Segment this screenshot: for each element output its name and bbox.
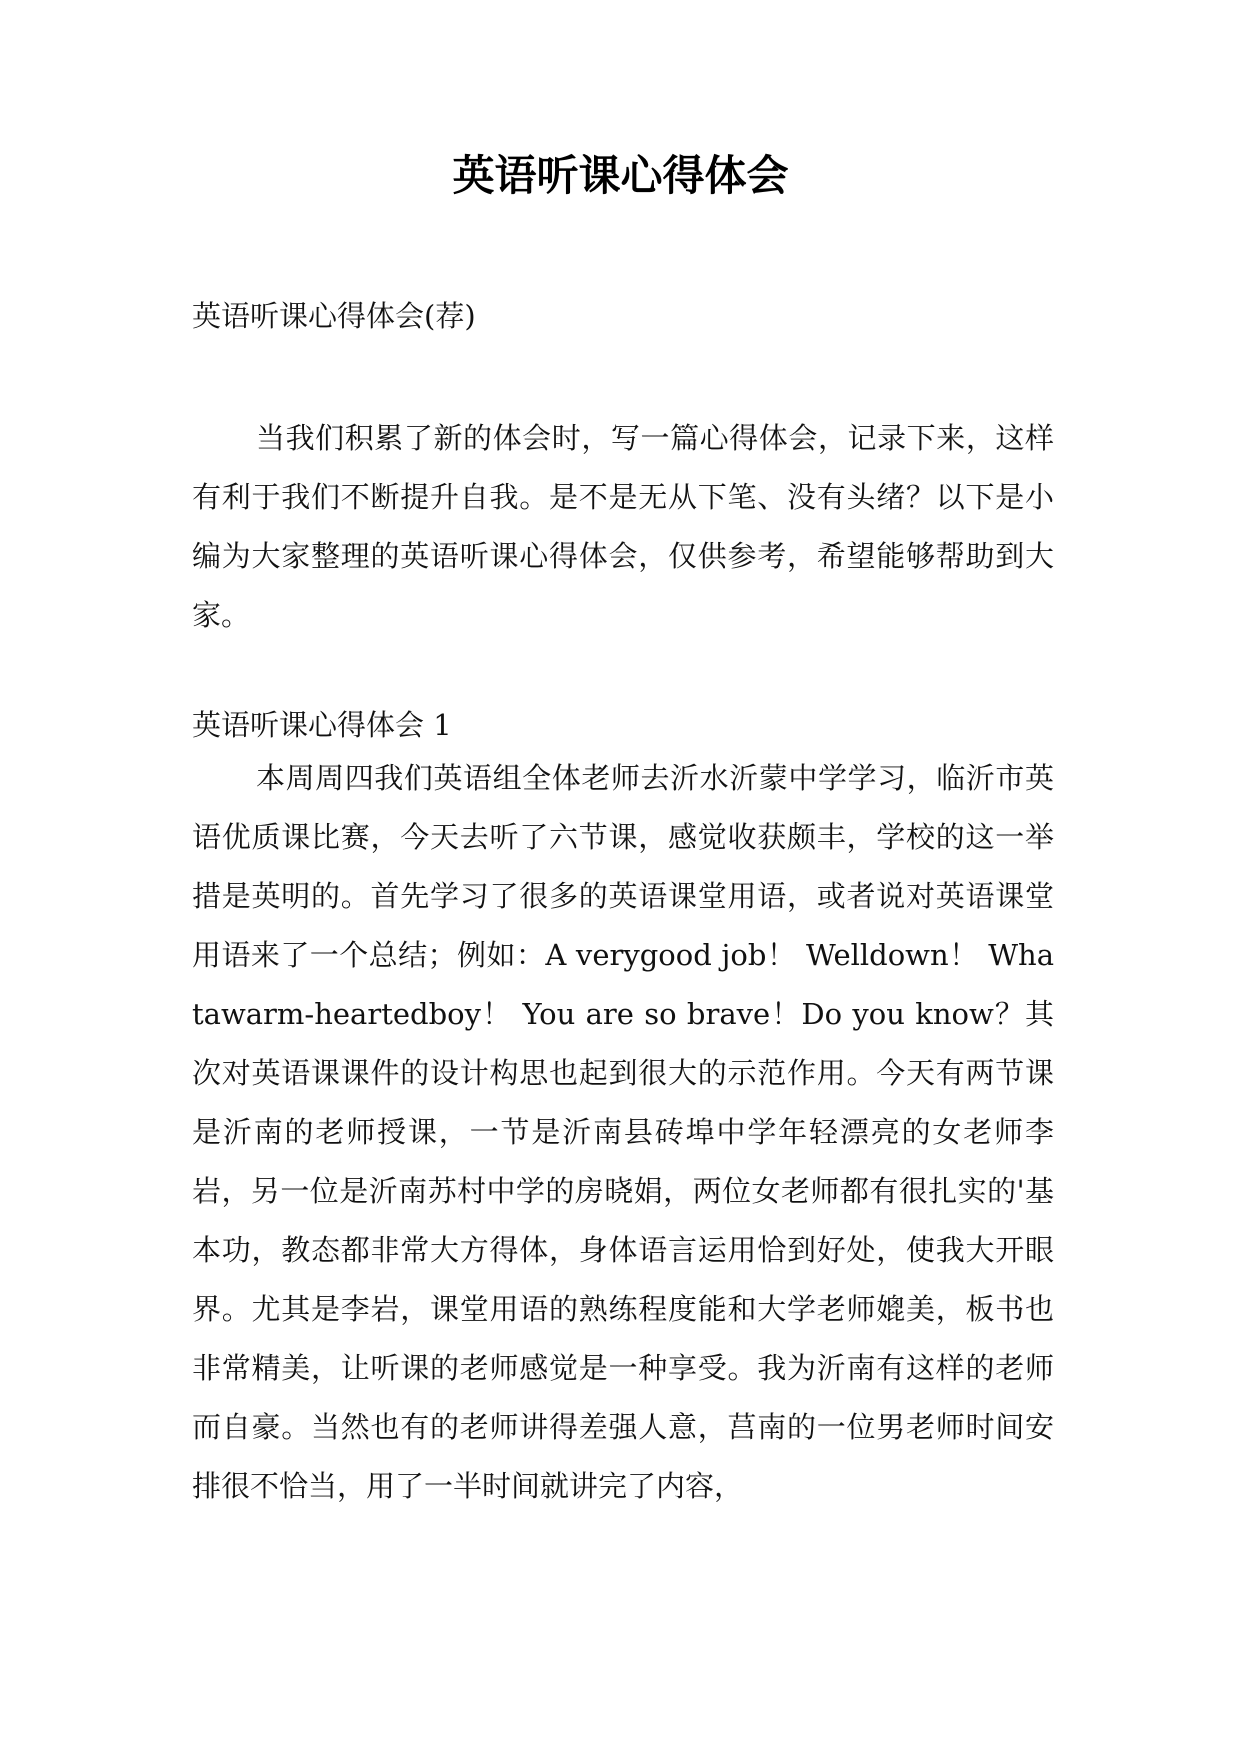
section-body-1: 本周周四我们英语组全体老师去沂水沂蒙中学学习，临沂市英语优质课比赛，今天去听了六节课，感觉收获颇丰，学校的这一举措是英明的。首先学习了很多的英语课堂用语，或者说对英语课堂用语来了一个总结；例如：A verygood job！ Welldown！ Whatawarm-heartedboy！ You are so brave！Do you know？其次对英语课课件的设计构思也起到很大的示范作用。今天有两节课是沂南的老师授课，一节是沂南县砖埠中学年轻漂亮的女老师李岩，另一位是沂南苏村中学的房晓娟，两位女老师都有很扎实的'基本功，教态都非常大方得体，身体语言运用恰到好处，使我大开眼界。尤其是李岩，课堂用语的熟练程度能和大学老师媲美，板书也非常精美，让听课的老师感觉是一种享受。我为沂南有这样的老师而自豪。当然也有的老师讲得差强人意，莒南的一位男老师时间安排很不恰当，用了一半时间就讲完了内容， [192, 761, 1054, 1503]
document-subtitle: 英语听课心得体会(荐) [192, 299, 476, 333]
intro-paragraph: 当我们积累了新的体会时，写一篇心得体会，记录下来，这样有利于我们不断提升自我。是不是无从下笔、没有头绪？以下是小编为大家整理的英语听课心得体会，仅供参考，希望能够帮助到大家。 [192, 421, 1054, 632]
section-heading-1: 英语听课心得体会 1 [192, 708, 452, 742]
document-title: 英语听课心得体会 [452, 151, 789, 200]
